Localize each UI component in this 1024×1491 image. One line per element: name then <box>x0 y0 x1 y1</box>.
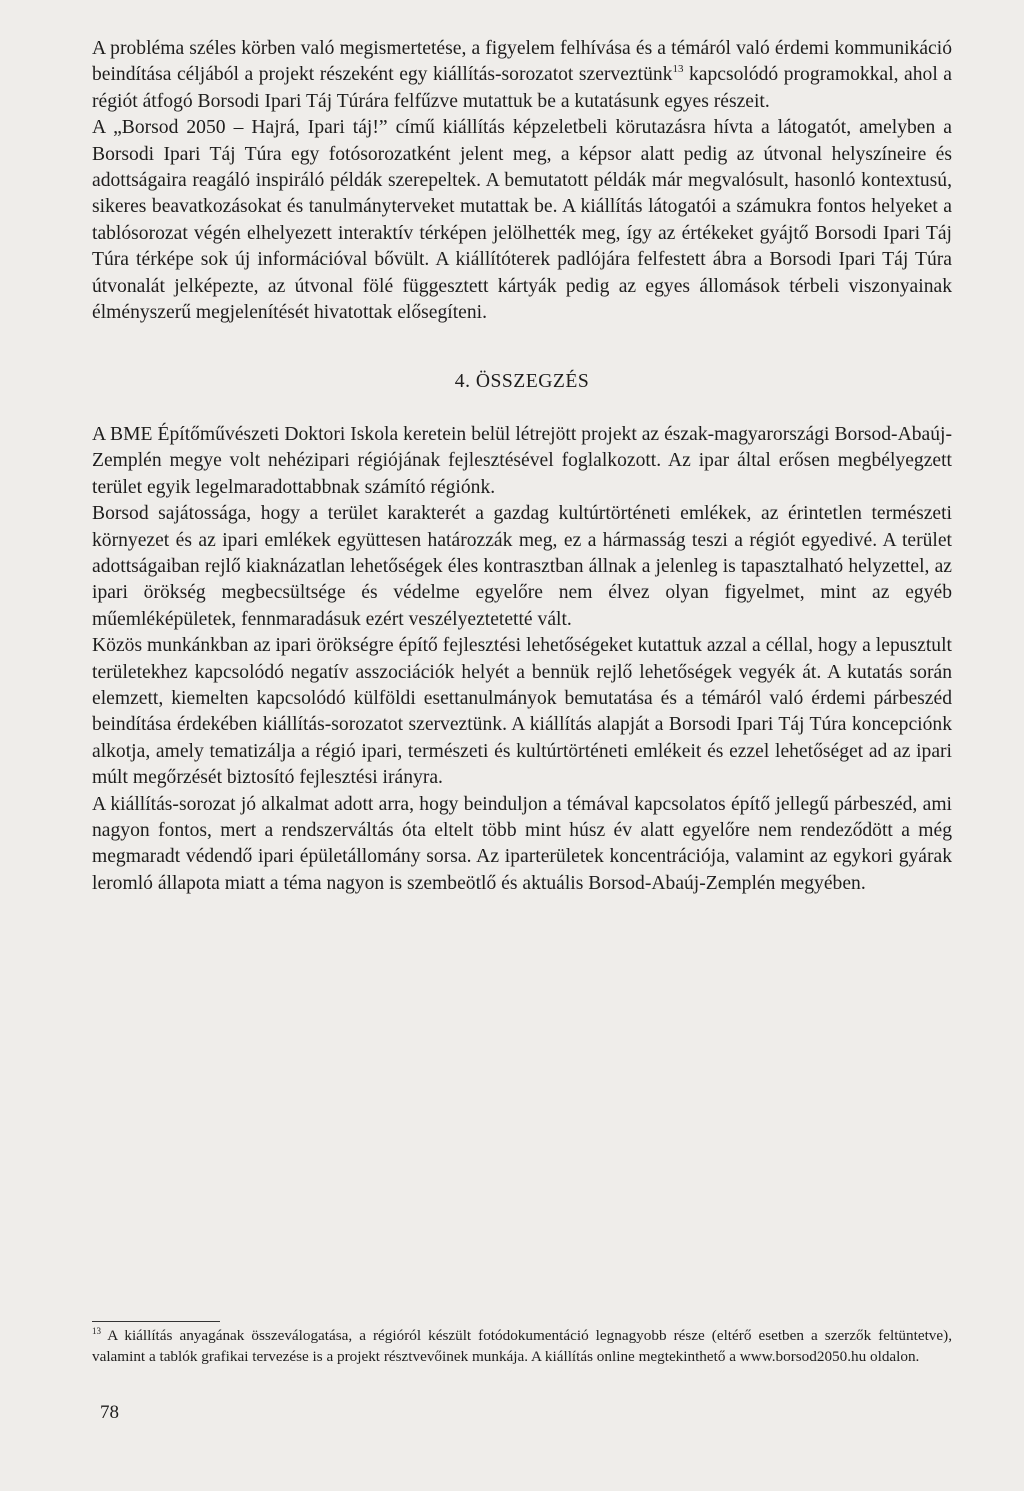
paragraph-text: A probléma széles körben való megismertetése, a figyelem felhívása és a témáról való érdemi kommunikáció beindítása céljából a projekt részeként egy kiállítás-sorozatot szerveztünk <box>92 38 952 86</box>
summary-paragraph-4: A kiállítás-sorozat jó alkalmat adott arra, hogy beinduljon a témával kapcsolatos építő jellegű párbeszéd, ami nagyon fontos, mert a rendszerváltás óta eltelt több mint húsz év alatt egyelőre nem rendeződött a még megmaradt védendő ipari épületállomány sorsa. Az iparterületek koncentrációja, valamint az egykori gyárak leromló állapota miatt a téma nagyon is szembeötlő és aktuális Borsod-Abaúj-Zemplén megyében. <box>92 793 952 894</box>
summary-paragraph-3: Közös munkánkban az ipari örökségre építő fejlesztési lehetőségeket kutattuk azzal a céllal, hogy a lepusztult területekhez kapcsolódó negatív asszociációk helyét a bennük rejlő lehetőségek vegyék át. A kutatás során elemzett, kiemelten kapcsolódó külföldi esettanulmányok bemutatása és a témáról való érdemi párbeszéd beindítása érdekében kiállítás-sorozatot szerveztünk. A kiállítás alapját a Borsodi Ipari Táj Túra koncepciónk alkotja, amely tematizálja a régió ipari, természeti és kultúrtörténeti emlékeit és ezzel lehetőséget ad az ipari múlt megőrzését biztosító fejlesztési irányra. <box>92 635 952 789</box>
section-body <box>92 422 952 897</box>
paragraph-exhibition-description: A „Borsod 2050 – Hajrá, Ipari táj!” című kiállítás képzeletbeli körutazásra hívta a látogatót, amelyben a Borsodi Ipari Táj Túra egy fotósorozatként jelent meg, a képsor alatt pedig az útvonal helyszíneire és adottságaira reagáló inspiráló példák szerepeltek. A bemutatott példák már megvalósult, hasonló kontextusú, sikeres beavatkozásokat és tanulmányterveket mutattak be. A kiállítás látogatói a számukra fontos helyeket a tablósorozat végén elhelyezett interaktív térképen jelölhették meg, így az értékeket gyájtő Borsodi Ipari Táj Túra térképe sok új információval bővült. A kiállítóterek padlójára felfestett ábra a Borsodi Ipari Táj Túra útvonalát jelképezte, az útvonal fölé függesztett kártyák pedig az egyes állomások térbeli viszonyainak élményszerű megjelenítését hivatottak elősegíteni. <box>92 117 952 324</box>
summary-paragraph-1: A BME Építőművészeti Doktori Iskola keretein belül létrejött projekt az észak-magyarországi Borsod-Abaúj-Zemplén megye volt nehézipari régiójának fejlesztésével foglalkozott. Az ipar által erősen megbélyegzett terület egyik legelmaradottabbnak számító régiónk. <box>92 423 952 498</box>
footnote-divider <box>92 1321 220 1322</box>
footnote <box>92 1326 952 1367</box>
page-number: 78 <box>100 1402 119 1423</box>
footnote-number: 13 <box>92 1326 101 1336</box>
paragraph-text: kapcsolódó programokkal, ahol a régiót átfogó Borsodi Ipari Táj Túrára felfűzve mutattuk be a kutatásunk egyes részeit. <box>92 64 953 112</box>
section-heading: 4. ÖSSZEGZÉS <box>454 371 590 393</box>
paragraph-exhibition-intro <box>92 36 952 115</box>
footnote-text: A kiállítás anyagának összeválogatása, a régióról készült fotódokumentáció legnagyobb része (eltérő esetben a szerzők feltüntetve), valamint a tablók grafikai tervezése is a projekt résztvevőinek munkája. A kiállítás online megtekinthető a www.borsod2050.hu oldalon. <box>92 1327 952 1365</box>
summary-paragraph-2: Borsod sajátossága, hogy a terület karakterét a gazdag kultúrtörténeti emlékek, az érintetlen természeti környezet és az ipari emlékek együttesen határozzák meg, ez a hármasság teszi a régiót egyedivé. A terület adottságaiban rejlő kiaknázatlan lehetőségek éles kontrasztban állnak a jelenleg is tapasztalható helyzettel, az ipari örökség megbecsültsége és védelme egyelőre nem élvez olyan figyelmet, mint az egyéb műemléképületek, fennmaradásuk ezért veszélyeztetetté vált. <box>92 503 952 630</box>
footnote-reference[interactable]: 13 <box>672 63 684 76</box>
